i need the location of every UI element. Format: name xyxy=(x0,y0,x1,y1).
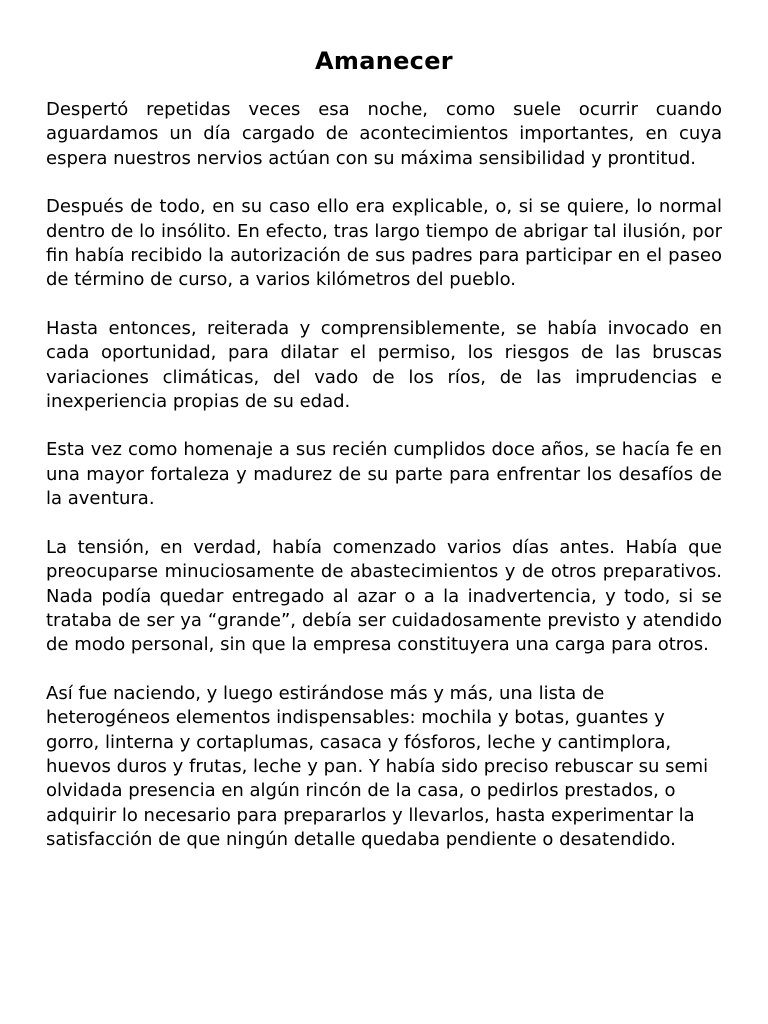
paragraph-1: Despertó repetidas veces esa noche, como suele ocurrir cuando aguardamos un día cargado de acontecimientos importantes, en cuya espera nuestros nervios actúan con su máxima sensibilidad y prontitud. xyxy=(46,99,722,169)
paragraph-3: Hasta entonces, reiterada y comprensiblemente, se había invocado en cada oportunidad, para dilatar el permiso, los riesgos de las bruscas variaciones climáticas, del vado de los ríos, de las imprudencias e inexperiencia propias de su edad. xyxy=(46,317,722,413)
document-page xyxy=(46,44,722,853)
paragraph-4: Esta vez como homenaje a sus recién cumplidos doce años, se hacía fe en una mayor fortaleza y madurez de su parte para enfrentar los desafíos de la aventura. xyxy=(46,439,722,510)
paragraph-5: La tensión, en verdad, había comenzado varios días antes. Había que preocuparse minuciosamente de abastecimientos y de otros preparativos. Nada podía quedar entregado al azar o a la inadvertencia, y todo, si se trataba de ser ya “grande”, debía ser cuidadosamente previsto y atendido de modo personal, sin que la empresa constituyera una carga para otros. xyxy=(46,536,722,656)
document-title: Amanecer xyxy=(315,47,453,75)
paragraph-6: Así fue naciendo, y luego estirándose más y más, una lista de heterogéneos elementos indispensables: mochila y botas, guantes y gorro, linterna y cortaplumas, casaca y fósforos, leche y cantimplora, huevos duros y frutas, leche y pan. Y había sido preciso rebuscar su semi olvidada presencia en algún rincón de la casa, o pedirlos prestados, o adquirir lo necesario para prepararlos y llevarlos, hasta experimentar la satisfacción de que ningún detalle quedaba pendiente o desatendido. xyxy=(46,682,709,851)
paragraph-2: Después de todo, en su caso ello era explicable, o, si se quiere, lo normal dentro de lo insólito. En efecto, tras largo tiempo de abrigar tal ilusión, por fin había recibido la autorización de sus padres para participar en el paseo de término de curso, a varios kilómetros del pueblo. xyxy=(46,196,722,291)
